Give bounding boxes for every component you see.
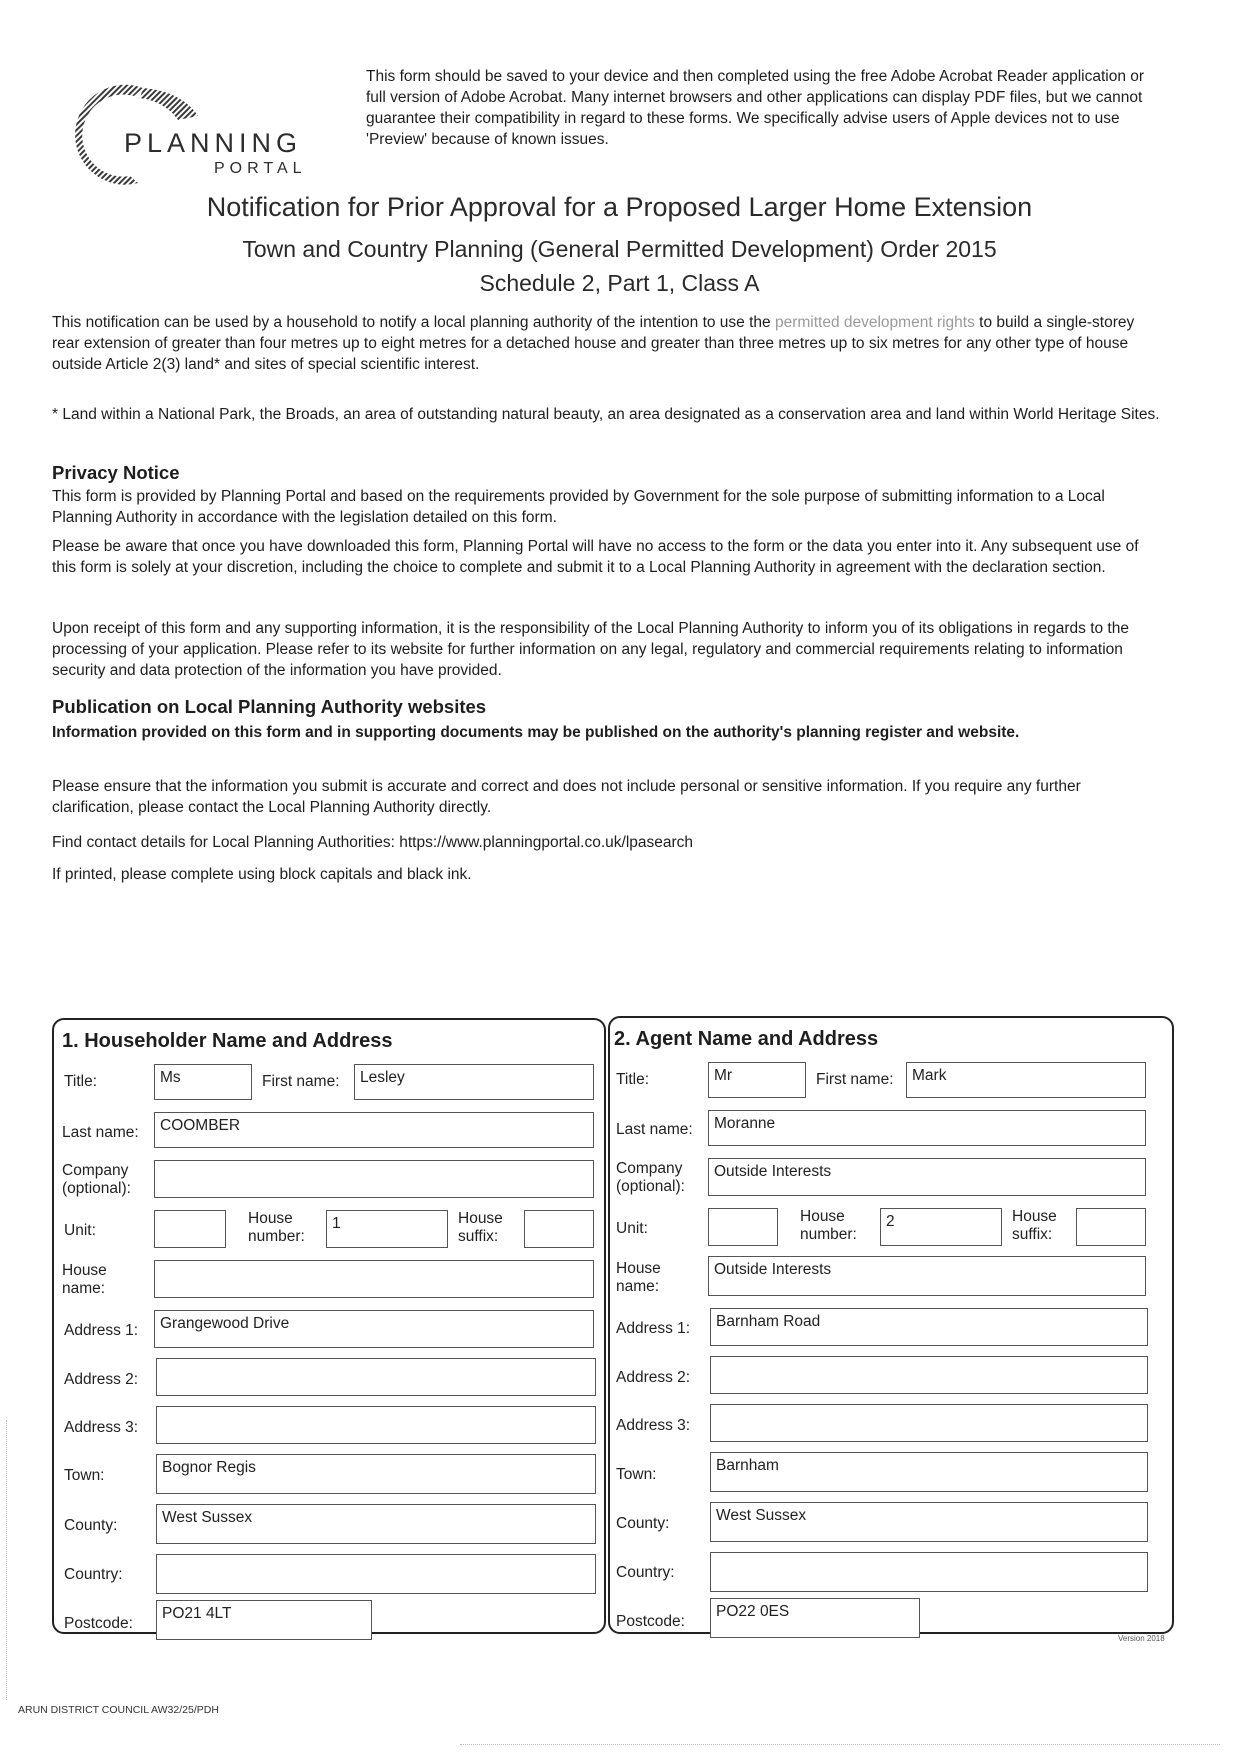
a-house-name-label: House name:: [616, 1260, 661, 1295]
a-address1-label: Address 1:: [616, 1320, 691, 1337]
a-address2-field[interactable]: [710, 1356, 1148, 1394]
a-county-label: County:: [616, 1515, 670, 1532]
h-house-suffix-field[interactable]: [524, 1210, 594, 1248]
a-last-name-field[interactable]: Moranne: [708, 1110, 1146, 1146]
intro-text: This form should be saved to your device and then completed using the free Adobe Acrobat Reader application or full version of Adobe Acrobat. Many internet browsers and other applications can display PDF files, but we cannot guarantee their compatibility in regard to these forms. We specifically advise users of Apple devices not to use 'Preview' because of known issues.: [366, 68, 1145, 148]
scan-edge-bottom: [460, 1744, 1220, 1745]
h-unit-label: Unit:: [64, 1222, 96, 1239]
publication-bold: Information provided on this form and in supporting documents may be published on the authority's planning register and website.: [52, 724, 1020, 741]
h-house-name-label: House name:: [62, 1262, 107, 1297]
a-address3-label: Address 3:: [616, 1417, 691, 1434]
h-postcode-label: Postcode:: [64, 1615, 133, 1632]
a-first-name-label: First name:: [816, 1071, 894, 1088]
h-county-field[interactable]: West Sussex: [156, 1504, 596, 1544]
h-town-field[interactable]: Bognor Regis: [156, 1454, 596, 1494]
privacy-p1: This form is provided by Planning Portal and based on the requirements provided by Government for the sole purpose of submitting information to a Local Planning Authority in accordance with the legislation detailed on this form.: [52, 488, 1105, 526]
h-address3-field[interactable]: [156, 1406, 596, 1444]
logo-wordmark: PLANNING: [124, 128, 303, 158]
h-address1-field[interactable]: Grangewood Drive: [154, 1310, 594, 1348]
form-title: Notification for Prior Approval for a Proposed Larger Home Extension: [206, 192, 1033, 222]
h-first-name-label: First name:: [262, 1073, 340, 1090]
h-country-label: Country:: [64, 1566, 123, 1583]
privacy-heading: Privacy Notice: [52, 462, 180, 483]
a-town-field[interactable]: Barnham: [710, 1452, 1148, 1492]
a-address3-field[interactable]: [710, 1404, 1148, 1442]
a-first-name-field[interactable]: Mark: [906, 1062, 1146, 1098]
version-label: Version 2018: [1118, 1634, 1165, 1643]
h-house-name-field[interactable]: [154, 1260, 594, 1298]
a-company-field[interactable]: Outside Interests: [708, 1158, 1146, 1196]
h-country-field[interactable]: [156, 1554, 596, 1594]
a-postcode-label: Postcode:: [616, 1613, 685, 1630]
h-house-suffix-label: House suffix:: [458, 1210, 503, 1245]
h-address1-label: Address 1:: [64, 1322, 139, 1339]
permitted-development-link[interactable]: permitted development rights: [774, 314, 975, 331]
h-county-label: County:: [64, 1517, 118, 1534]
a-country-field[interactable]: [710, 1552, 1148, 1592]
h-unit-field[interactable]: [154, 1210, 226, 1248]
h-address2-label: Address 2:: [64, 1371, 139, 1388]
h-first-name-field[interactable]: Lesley: [354, 1064, 594, 1100]
householder-heading: 1. Householder Name and Address: [62, 1030, 393, 1052]
a-title-label: Title:: [616, 1071, 650, 1088]
footnote: * Land within a National Park, the Broads, an area of outstanding natural beauty, an area designated as a conservation area and land within World Heritage Sites.: [52, 406, 1160, 423]
council-reference: ARUN DISTRICT COUNCIL AW32/25/PDH: [18, 1704, 219, 1716]
a-last-name-label: Last name:: [616, 1121, 693, 1138]
a-address2-label: Address 2:: [616, 1369, 691, 1386]
a-country-label: Country:: [616, 1564, 675, 1581]
h-postcode-field[interactable]: PO21 4LT: [156, 1600, 372, 1640]
a-unit-label: Unit:: [616, 1220, 648, 1237]
a-postcode-field[interactable]: PO22 0ES: [710, 1598, 920, 1638]
form-subtitle-legislation: Town and Country Planning (General Permitted Development) Order 2015: [242, 236, 997, 262]
publication-p1: Please ensure that the information you submit is accurate and correct and does not include personal or sensitive information. If you require any further clarification, please contact the Local Planning Authority directly.: [52, 778, 1081, 816]
h-company-label: Company (optional):: [62, 1162, 131, 1197]
a-company-label: Company (optional):: [616, 1160, 685, 1195]
h-title-field[interactable]: Ms: [154, 1064, 252, 1100]
h-last-name-field[interactable]: COOMBER: [154, 1112, 594, 1148]
h-address2-field[interactable]: [156, 1358, 596, 1396]
scan-edge-left: [6, 1420, 7, 1700]
publication-heading: Publication on Local Planning Authority websites: [52, 696, 487, 717]
privacy-p2: Please be aware that once you have downloaded this form, Planning Portal will have no access to the form or the data you enter into it. Any subsequent use of this form is solely at your discretion, including the choice to complete and submit it to a Local Planning Authority in agreement with the declaration section.: [52, 538, 1139, 576]
agent-heading: 2. Agent Name and Address: [614, 1028, 879, 1050]
h-town-label: Town:: [64, 1467, 105, 1484]
a-title-field[interactable]: Mr: [708, 1062, 806, 1098]
h-last-name-label: Last name:: [62, 1124, 139, 1141]
h-address3-label: Address 3:: [64, 1419, 139, 1436]
a-house-number-field[interactable]: 2: [880, 1208, 1002, 1246]
h-house-number-label: House number:: [248, 1210, 305, 1245]
a-house-suffix-label: House suffix:: [1012, 1208, 1057, 1243]
publication-p2: Find contact details for Local Planning Authorities: https://www.planningportal.co.uk/lpasearch: [52, 834, 694, 851]
privacy-p3: Upon receipt of this form and any supporting information, it is the responsibility of the Local Planning Authority to inform you of its obligations in regards to the processing of your application. Please refer to its website for further information on any legal, regulatory and commercial requirements relating to information security and data protection of the information you have provided.: [52, 620, 1129, 679]
a-house-suffix-field[interactable]: [1076, 1208, 1146, 1246]
h-company-field[interactable]: [154, 1160, 594, 1198]
publication-p3: If printed, please complete using block capitals and black ink.: [52, 866, 472, 883]
a-town-label: Town:: [616, 1466, 657, 1483]
a-address1-field[interactable]: Barnham Road: [710, 1308, 1148, 1346]
a-house-number-label: House number:: [800, 1208, 857, 1243]
a-county-field[interactable]: West Sussex: [710, 1502, 1148, 1542]
h-house-number-field[interactable]: 1: [326, 1210, 448, 1248]
notice-paragraph: This notification can be used by a household to notify a local planning authority of the intention to use the permitted development rights to build a single-storey rear extension of greater than four metres up to eight metres for a detached house and greater than three metres up to six metres for any other type of house outside Article 2(3) land* and sites of special scientific interest.: [52, 314, 1135, 373]
form-subtitle-schedule: Schedule 2, Part 1, Class A: [479, 270, 760, 296]
h-title-label: Title:: [64, 1073, 98, 1090]
logo-subword: PORTAL: [214, 160, 307, 177]
a-unit-field[interactable]: [708, 1208, 778, 1246]
a-house-name-field[interactable]: Outside Interests: [708, 1256, 1146, 1296]
